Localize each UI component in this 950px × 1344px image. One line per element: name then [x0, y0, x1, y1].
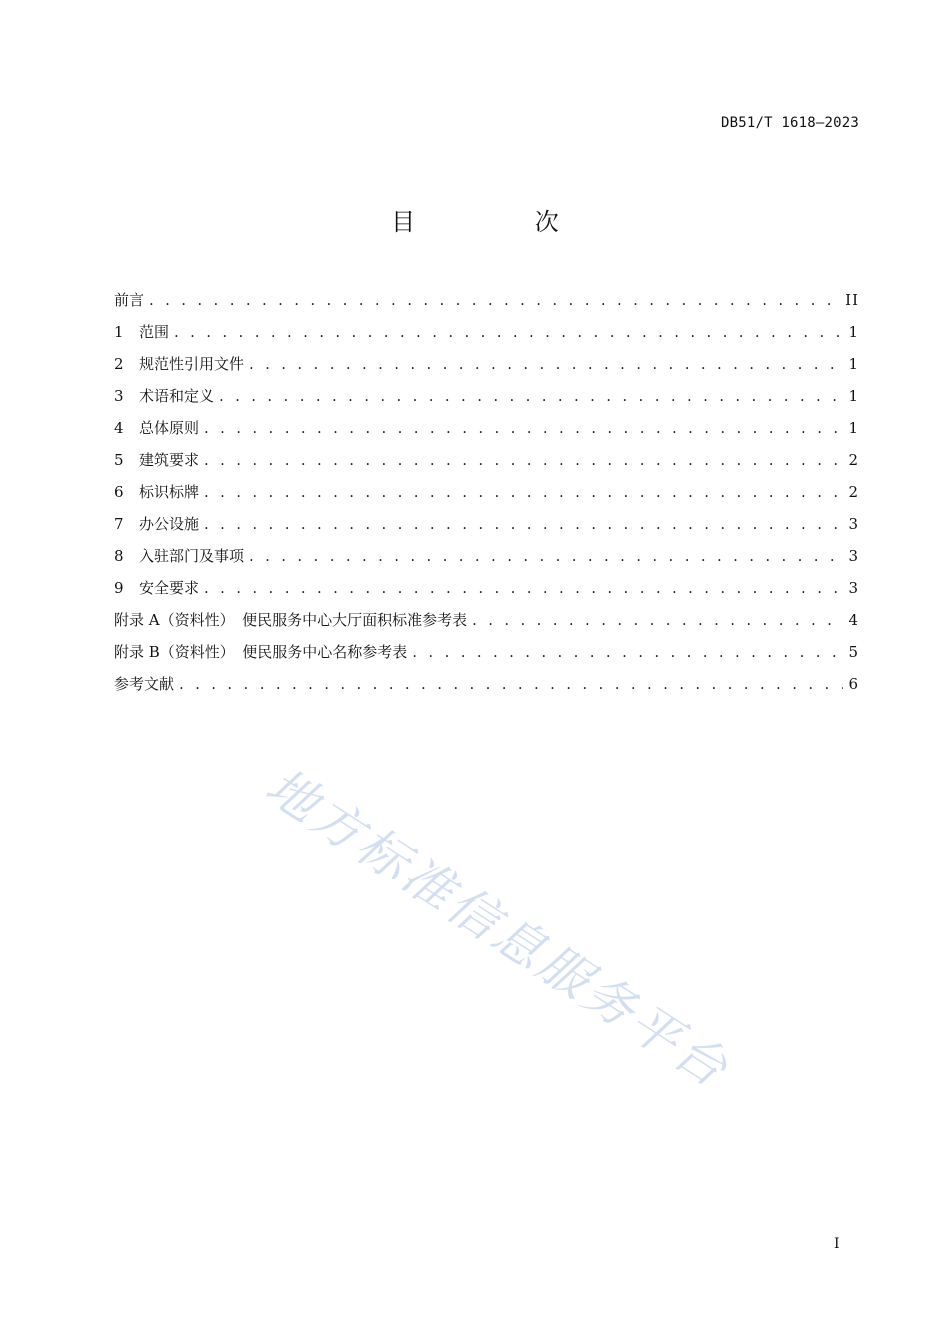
toc-entry-number: 5: [114, 451, 124, 469]
toc-entry-page: 6: [848, 675, 859, 693]
toc-entry-label: 前言: [114, 291, 145, 309]
toc-entry-page: 1: [848, 419, 859, 437]
toc-entry-appendix-a[interactable]: [114, 604, 859, 636]
toc-entry-normative-references[interactable]: [114, 348, 859, 380]
toc-entry-number: 3: [114, 387, 124, 405]
toc-entry-label: 办公设施: [139, 515, 200, 533]
page-number: I: [834, 1236, 840, 1252]
toc-entry-appendix-b[interactable]: [114, 636, 859, 668]
toc-entry-number: 2: [114, 355, 124, 373]
toc-entry-page: 1: [848, 387, 859, 405]
toc-entry-page: 3: [848, 547, 859, 565]
toc-entry-page: II: [845, 291, 859, 309]
toc-entry-bibliography[interactable]: [114, 668, 859, 700]
toc-leader-dots: [412, 636, 843, 668]
toc-entry-number: 6: [114, 483, 124, 501]
toc-entry-number: 1: [114, 323, 124, 341]
toc-entry-number: 8: [114, 547, 124, 565]
toc-entry-label: 术语和定义: [139, 387, 215, 405]
toc-entry-general-principles[interactable]: [114, 412, 859, 444]
toc-entry-label: 入驻部门及事项: [139, 547, 245, 565]
toc-entry-terms-definitions[interactable]: [114, 380, 859, 412]
toc-entry-label: 附录 B（资料性） 便民服务中心名称参考表: [114, 643, 408, 661]
toc-entry-page: 3: [848, 515, 859, 533]
toc-entry-page: 4: [848, 611, 859, 629]
toc-entry-safety-requirements[interactable]: [114, 572, 859, 604]
toc-leader-dots: [204, 476, 843, 508]
toc-leader-dots: [204, 572, 843, 604]
toc-entry-number: 7: [114, 515, 124, 533]
toc-leader-dots: [204, 444, 843, 476]
toc-entry-label: 建筑要求: [139, 451, 200, 469]
toc-entry-page: 3: [848, 579, 859, 597]
toc-entry-page: 5: [848, 643, 859, 661]
toc-entry-page: 2: [848, 483, 859, 501]
toc-entry-page: 1: [848, 323, 859, 341]
toc-entry-number: 4: [114, 419, 124, 437]
toc-entry-number: 9: [114, 579, 124, 597]
toc-entry-resident-departments[interactable]: [114, 540, 859, 572]
toc-entry-label: 参考文献: [114, 675, 175, 693]
toc-entry-page: 2: [848, 451, 859, 469]
toc-entry-office-facilities[interactable]: [114, 508, 859, 540]
toc-entry-label: 附录 A（资料性） 便民服务中心大厅面积标准参考表: [114, 611, 468, 629]
table-of-contents: [114, 284, 859, 700]
toc-title: 目 次: [391, 208, 615, 236]
toc-leader-dots: [174, 316, 843, 348]
toc-entry-label: 标识标牌: [139, 483, 200, 501]
toc-leader-dots: [204, 412, 843, 444]
toc-leader-dots: [249, 348, 843, 380]
toc-entry-label: 安全要求: [139, 579, 200, 597]
toc-entry-signage[interactable]: [114, 476, 859, 508]
toc-leader-dots: [204, 508, 843, 540]
toc-entry-label: 总体原则: [139, 419, 200, 437]
watermark: 地方标准信息服务平台: [255, 756, 741, 1100]
toc-entry-scope[interactable]: [114, 316, 859, 348]
toc-entry-label: 规范性引用文件: [139, 355, 245, 373]
document-code: DB51/T 1618—2023: [720, 115, 859, 131]
toc-leader-dots: [149, 284, 840, 316]
toc-entry-label: 范围: [139, 323, 170, 341]
toc-leader-dots: [219, 380, 843, 412]
toc-entry-foreword[interactable]: [114, 284, 859, 316]
toc-entry-building-requirements[interactable]: [114, 444, 859, 476]
toc-entry-page: 1: [848, 355, 859, 373]
toc-leader-dots: [179, 668, 843, 700]
toc-leader-dots: [472, 604, 843, 636]
toc-leader-dots: [249, 540, 843, 572]
